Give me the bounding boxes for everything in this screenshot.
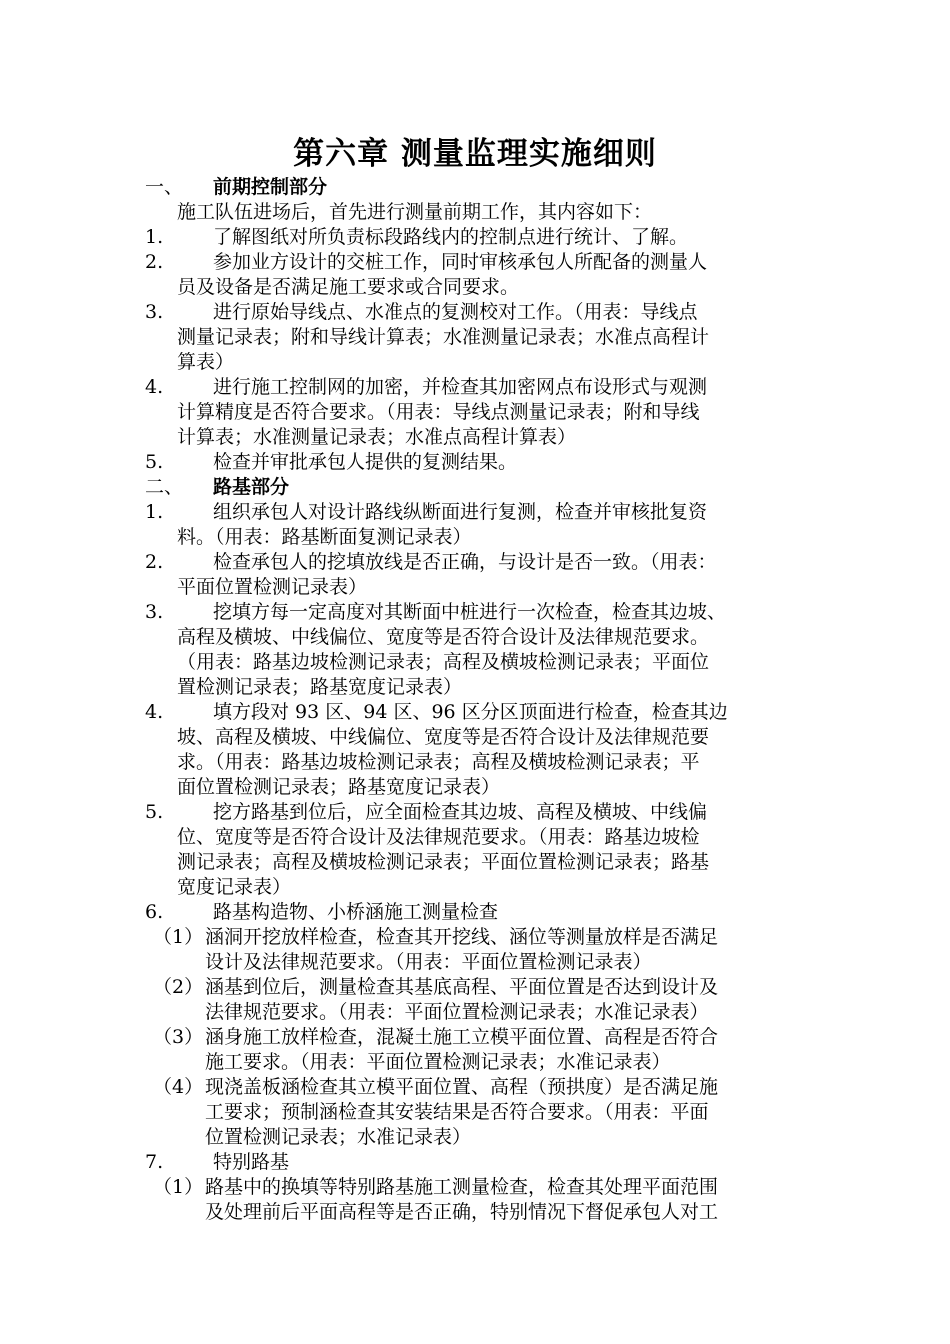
list-item-text: 特别路基 [213,1151,290,1173]
list-item-text: 施工要求。（用表：平面位置检测记录表；水准记录表） [205,1051,671,1073]
list-item-number: 1. [145,226,164,248]
list-item-number: 4. [145,701,164,723]
list-item-line [145,900,825,925]
list-item-text: 计算精度是否符合要求。（用表：导线点测量记录表；附和导线 [177,401,700,423]
list-item-number: 6. [145,901,164,923]
list-item-number [145,400,177,425]
list-item-text: 组织承包人对设计路线纵断面进行复测，检查并审核批复资 [213,501,708,523]
list-item-text: 路基中的换填等特别路基施工测量检查，检查其处理平面范围 [205,1176,719,1198]
list-item-line [145,1200,825,1225]
list-item-text: 路基构造物、小桥涵施工测量检查 [213,901,499,923]
list-item-text: 算表） [177,351,235,373]
list-item-line [145,800,825,825]
list-item-text: 宽度记录表） [177,876,292,898]
list-item-number [145,275,177,300]
list-item-text: 高程及横坡、中线偏位、宽度等是否符合设计及法律规范要求。 [177,626,710,648]
list-item-number [145,1125,205,1150]
list-item-number: 7. [145,1151,164,1173]
list-item-text: 填方段对 93 区、94 区、96 区分区顶面进行检查，检查其边 [213,701,728,723]
list-item-line [145,225,825,250]
list-item-line [145,350,825,375]
list-item-number [145,1000,205,1025]
list-item-text: 平面位置检测记录表） [177,576,368,598]
list-item-line [145,825,825,850]
list-item-text: 计算表；水准测量记录表；水准点高程计算表） [177,426,577,448]
list-item-text: 位、宽度等是否符合设计及法律规范要求。（用表：路基边坡检 [177,826,700,848]
list-item-number: （3） [153,1026,204,1048]
list-item-line [145,675,825,700]
list-item-number [145,825,177,850]
list-item-line [145,700,825,725]
list-item-number: 4. [145,376,164,398]
list-item-line [145,325,825,350]
list-item-text: （用表：路基边坡检测记录表；高程及横坡检测记录表；平面位 [177,651,710,673]
list-item-text: 参加业方设计的交桩工作，同时审核承包人所配备的测量人 [213,251,708,273]
intro-paragraph: 施工队伍进场后，首先进行测量前期工作，其内容如下： [177,201,653,223]
list-item-line [145,1050,825,1075]
list-item-number [145,425,177,450]
list-item-number: 3. [145,301,164,323]
list-item-line [145,625,825,650]
list-item-text: 坡、高程及横坡、中线偏位、宽度等是否符合设计及法律规范要 [177,726,710,748]
list-item-text: 进行施工控制网的加密，并检查其加密网点布设形式与观测 [213,376,708,398]
list-item-line [145,950,825,975]
document-body [145,175,825,1225]
list-item-number: 2. [145,251,164,273]
list-item-text: 位置检测记录表；水准记录表） [205,1126,472,1148]
list-item-line [145,1000,825,1025]
list-item-number [145,625,177,650]
list-item-line [145,1025,825,1050]
list-item-number [145,1050,205,1075]
list-item-number [145,1100,205,1125]
list-item-text: 了解图纸对所负责标段路线内的控制点进行统计、了解。 [213,226,689,248]
list-item-line [145,375,825,400]
list-item-number [145,525,177,550]
list-item-line [145,875,825,900]
list-item-text: 涵身施工放样检查，混凝土施工立模平面位置、高程是否符合 [205,1026,719,1048]
list-item-number: 1. [145,501,164,523]
section-number: 二、 [145,476,184,498]
list-item-number [145,775,177,800]
list-item-text: 进行原始导线点、水准点的复测校对工作。（用表：导线点 [213,301,698,323]
list-item-text: 员及设备是否满足施工要求或合同要求。 [177,276,520,298]
list-item-line [145,775,825,800]
list-item-text: 涵洞开挖放样检查，检查其开挖线、涵位等测量放样是否满足 [205,926,719,948]
list-item-number: 3. [145,601,164,623]
list-item-line [145,525,825,550]
list-item-number [145,850,177,875]
list-item-number [145,325,177,350]
section-heading [145,175,825,200]
section-heading-text: 路基部分 [213,476,290,498]
list-item-line [145,500,825,525]
list-item-number: （2） [153,976,204,998]
list-item-number [145,875,177,900]
section-number: 一、 [145,176,184,198]
list-item-number [145,750,177,775]
list-item-line [145,425,825,450]
list-item-text: 及处理前后平面高程等是否正确，特别情况下督促承包人对工 [205,1201,719,1223]
list-item-line [145,1175,825,1200]
list-item-text: 工要求；预制涵检查其安装结果是否符合要求。（用表：平面 [205,1101,709,1123]
list-item-line [145,450,825,475]
list-item-text: 现浇盖板涵检查其立模平面位置、高程（预拱度）是否满足施 [205,1076,719,1098]
list-item-text: 求。（用表：路基边坡检测记录表；高程及横坡检测记录表；平 [177,751,700,773]
list-item-text: 料。（用表：路基断面复测记录表） [177,526,472,548]
list-item-line [145,575,825,600]
list-item-number [145,575,177,600]
list-item-number [145,350,177,375]
list-item-line [145,725,825,750]
list-item-number [145,650,177,675]
list-item-text: 检查承包人的挖填放线是否正确，与设计是否一致。（用表： [213,551,717,573]
list-item-number: 5. [145,451,164,473]
list-item-line [145,550,825,575]
list-item-line [145,1125,825,1150]
list-item-line [145,1075,825,1100]
list-item-text: 测记录表；高程及横坡检测记录表；平面位置检测记录表；路基 [177,851,710,873]
list-item-number: 5. [145,801,164,823]
list-item-number: （1） [153,1176,204,1198]
list-item-number: 2. [145,551,164,573]
list-item-number [145,1200,205,1225]
page-title: 第六章 测量监理实施细则 [293,136,657,172]
list-item-line [145,925,825,950]
list-item-line [145,400,825,425]
list-item-line [145,275,825,300]
list-item-number: （1） [153,926,204,948]
list-item-text: 挖填方每一定高度对其断面中桩进行一次检查，检查其边坡、 [213,601,727,623]
list-item-line [145,975,825,1000]
list-item-text: 设计及法律规范要求。（用表：平面位置检测记录表） [205,951,652,973]
list-item-line [145,1150,825,1175]
list-item-number [145,725,177,750]
list-item-text: 面位置检测记录表；路基宽度记录表） [177,776,501,798]
list-item-line [145,250,825,275]
list-item-number [145,950,205,975]
list-item-number [145,675,177,700]
list-item-line [145,750,825,775]
list-item-text: 法律规范要求。（用表：平面位置检测记录表；水准记录表） [205,1001,709,1023]
list-item-line [145,1100,825,1125]
list-item-text: 置检测记录表；路基宽度记录表） [177,676,463,698]
section-heading [145,475,825,500]
section-heading-text: 前期控制部分 [213,176,328,198]
list-item-text: 测量记录表；附和导线计算表；水准测量记录表；水准点高程计 [177,326,710,348]
list-item-line [145,850,825,875]
list-item-line [145,300,825,325]
list-item-text: 涵基到位后，测量检查其基底高程、平面位置是否达到设计及 [205,976,719,998]
list-item-number: （4） [153,1076,204,1098]
list-item-line [145,600,825,625]
list-item-text: 检查并审批承包人提供的复测结果。 [213,451,518,473]
list-item-text: 挖方路基到位后，应全面检查其边坡、高程及横坡、中线偏 [213,801,708,823]
list-item-line [145,650,825,675]
